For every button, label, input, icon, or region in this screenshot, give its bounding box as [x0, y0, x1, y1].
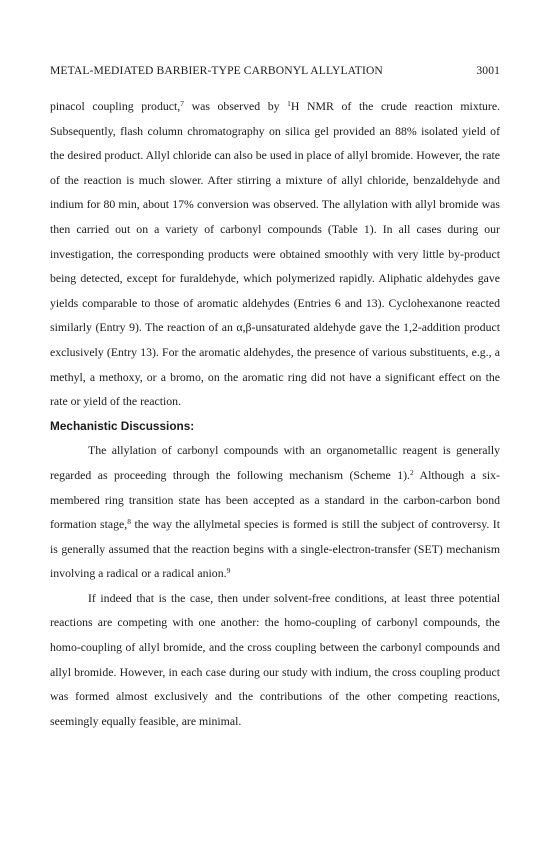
page-number: 3001 [476, 64, 500, 77]
paragraph-3: If indeed that is the case, then under solvent-free conditions, at least three potential reactions are competing with one another: the homo-coupling of carbonyl compounds, the homo-coupling of allyl bromide, and the cross coupling between the carbonyl compounds and allyl bromide. However, in each case during our study with indium, the cross coupling product was formed almost exclusively and the contributions of the other competing reactions, seemingly equally feasible, are minimal. [50, 590, 500, 728]
page [50, 64, 500, 733]
paragraph-1-part-2: was observed by [183, 99, 288, 113]
paragraph-1-part-1: pinacol coupling product, [50, 99, 181, 113]
paragraph-2-part-3: the way the allylmetal species is formed is still the subject of controversy. It is generally assumed that the reaction begins with a single-electron-transfer (SET) mechanism involving a radical or a radical anion. [50, 517, 500, 581]
paragraph-1-part-3: H NMR of the crude reaction mixture. Subsequently, flash column chromatography on silica gel provided an 88% isolated yield of the desired product. Allyl chloride can also be used in place of allyl bromide. However, the rate of the reaction is much slower. After stirring a mixture of allyl chloride, benzaldehyde and indium for 80 min, about 17% conversion was observed. The allylation with allyl bromide was then carried out on a variety of carbonyl compounds (Table 1). In all cases during our investigation, the corresponding products were obtained smoothly with very little by-product being detected, except for furaldehyde, which polymerized rapidly. Aliphatic aldehydes gave yields comparable to those of aromatic aldehydes (Entries 6 and 13). Cyclohexanone reacted similarly (Entry 9). The reaction of an α,β-unsaturated aldehyde gave the 1,2-addition product exclusively (Entry 13). For the aromatic aldehydes, the presence of various substituents, e.g., a methyl, a methoxy, or a bromo, on the aromatic ring did not have a significant effect on the rate or yield of the reaction. [50, 99, 501, 409]
reference-9: 9 [226, 566, 231, 576]
reference-7: 7 [180, 99, 184, 108]
nmr-isotope-superscript: 1 [287, 99, 291, 108]
reference-2: 2 [409, 467, 414, 477]
running-header [50, 64, 500, 77]
paragraph-2-part-1: The allylation of carbonyl compounds with an organometallic reagent is generally regarded as proceeding through the following mechanism (Scheme 1). [50, 443, 500, 482]
running-title: METAL-MEDIATED BARBIER-TYPE CARBONYL ALLYLATION [50, 64, 383, 77]
reference-8: 8 [127, 517, 131, 527]
paragraph-2 [50, 438, 500, 586]
paragraph-2-part-2: Although a six-membered ring transition state has been accepted as a standard in the carbon-carbon bond formation stage, [50, 467, 500, 532]
article-body [50, 94, 500, 733]
section-heading: Mechanistic Discussions: [50, 418, 195, 433]
paragraph-1 [50, 94, 500, 414]
